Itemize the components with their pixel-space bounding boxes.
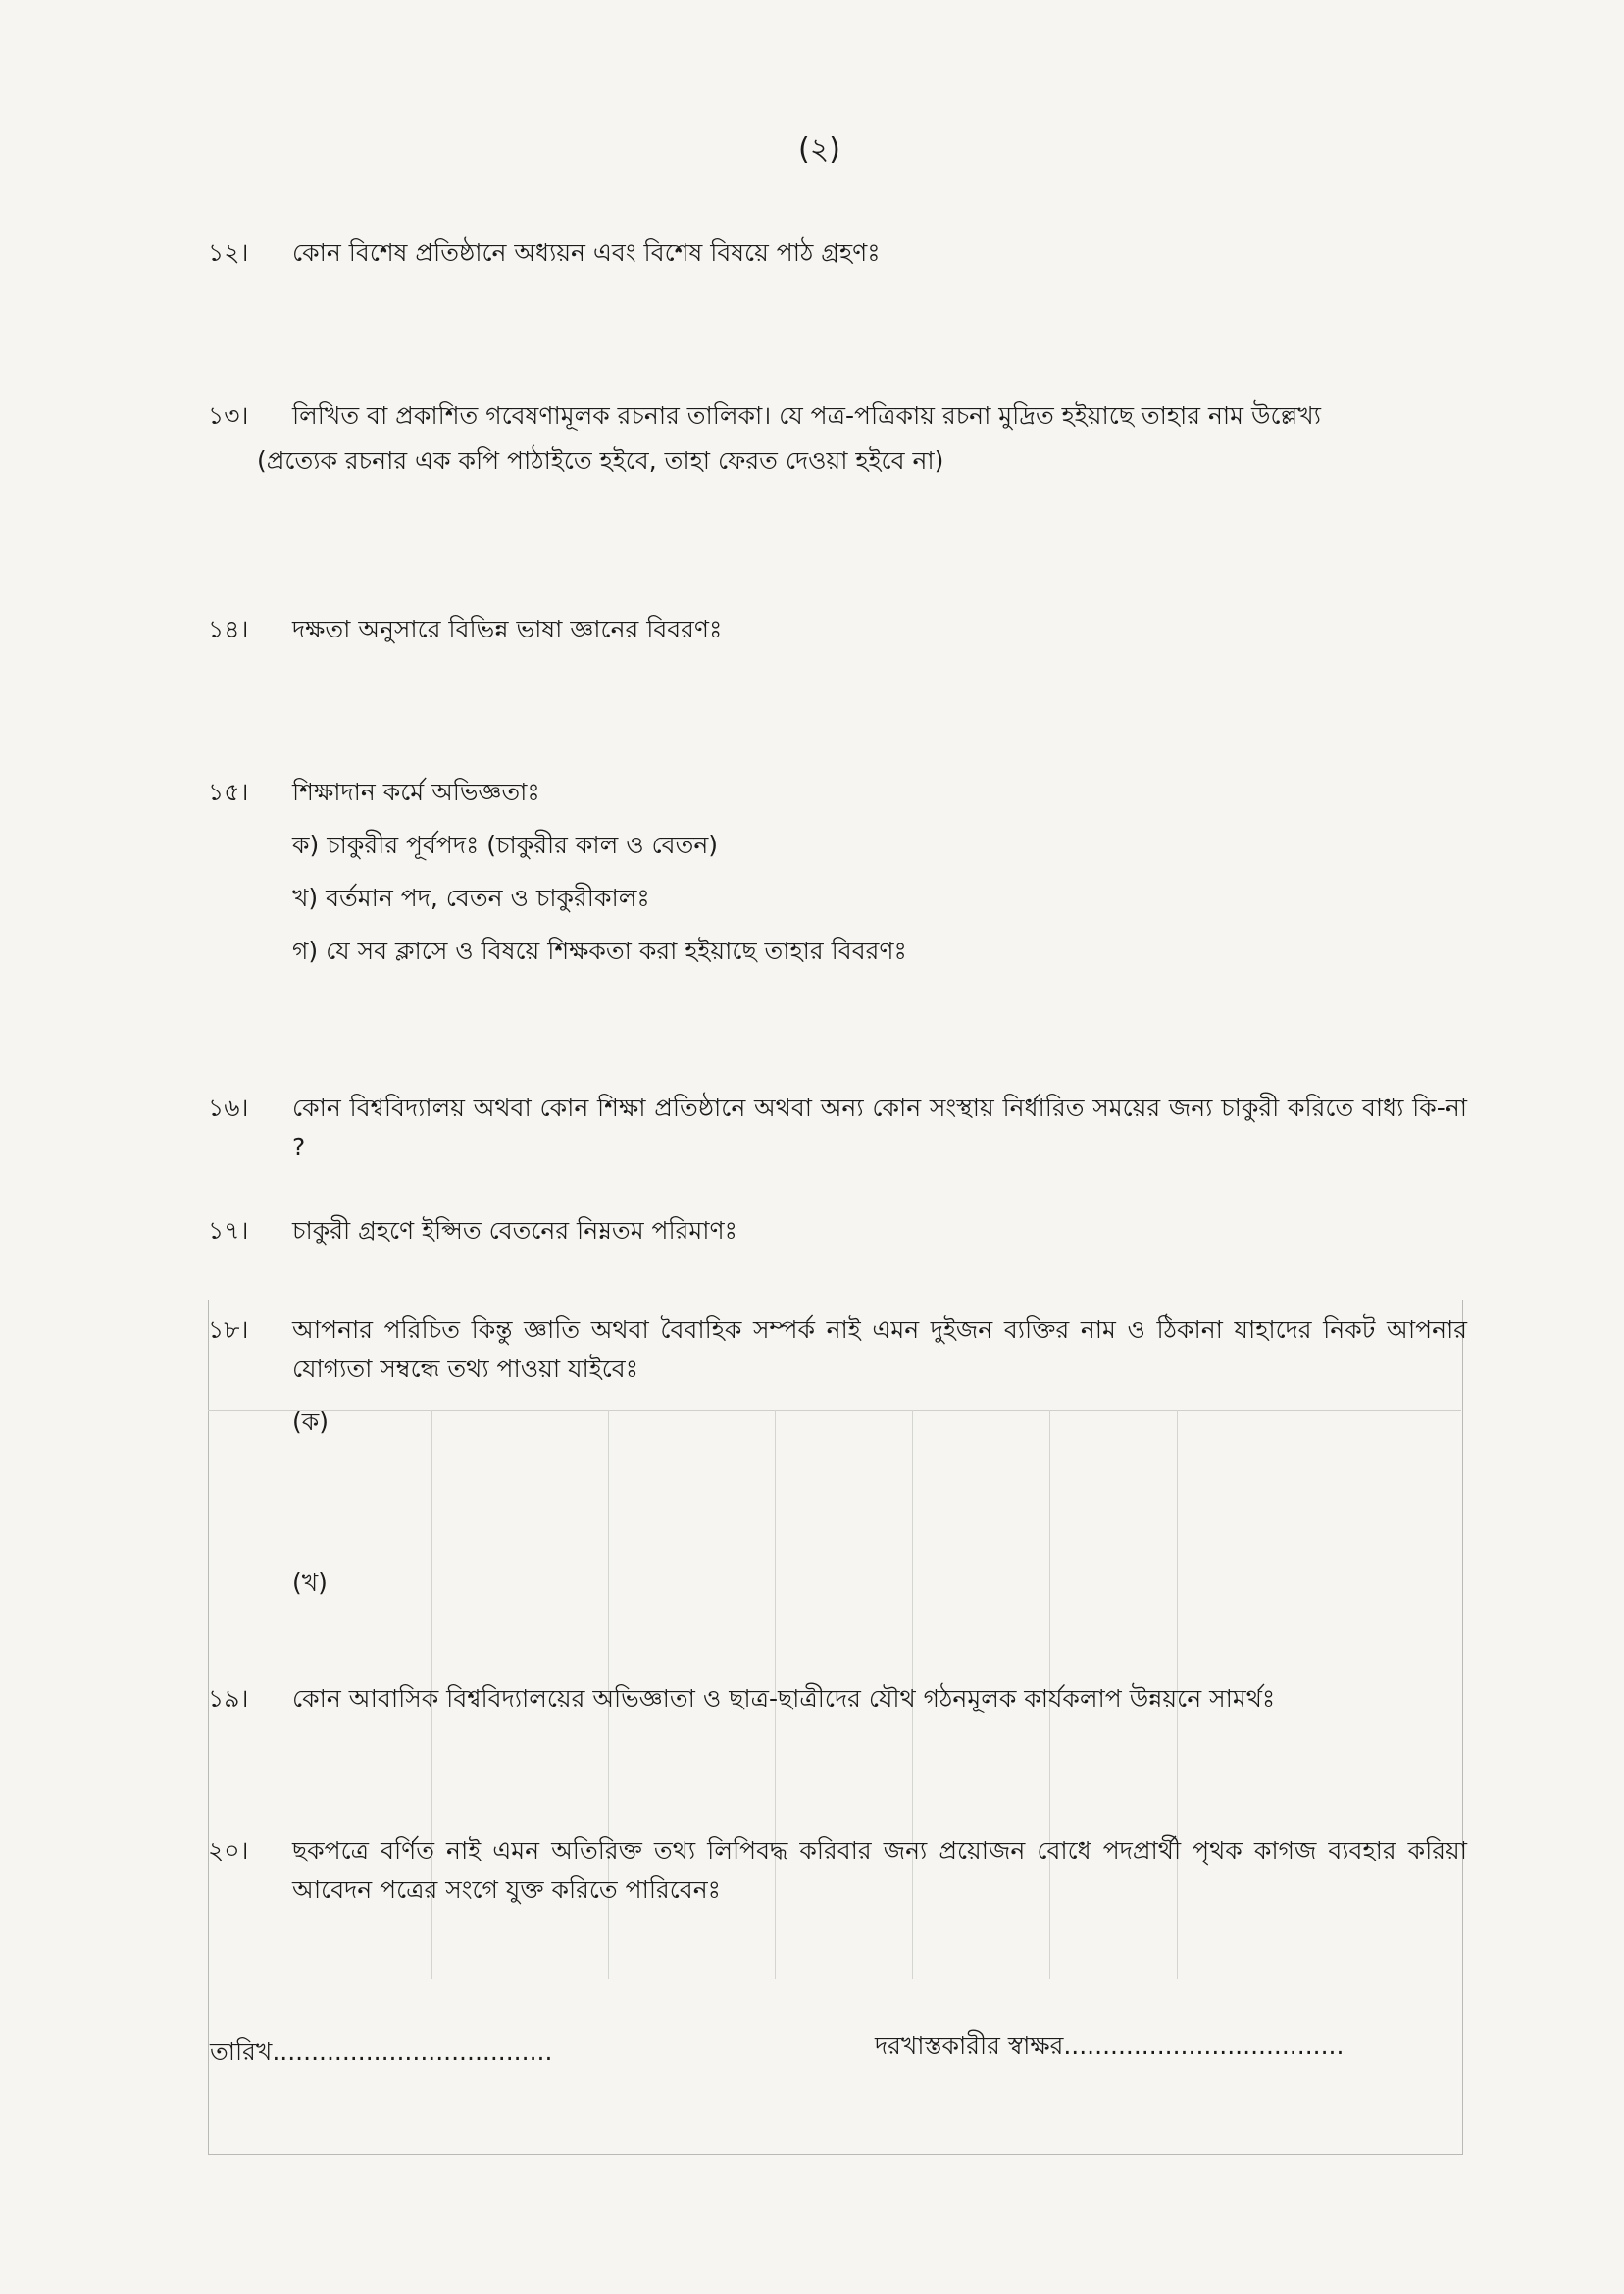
item-12 [208, 233, 1467, 273]
item-16 [208, 1089, 1467, 1167]
item-number: ১৭। [208, 1216, 249, 1245]
item-20 [208, 1831, 1467, 1910]
item-number: ১৯। [208, 1684, 249, 1712]
item-text: শিক্ষাদান কর্মে অভিজ্ঞতাঃ [292, 778, 540, 806]
signature-field[interactable]: দরখাস্তকারীর স্বাক্ষর.................................... [875, 2031, 1345, 2060]
item-text: ছকপত্রে বর্ণিত নাই এমন অতিরিক্ত তথ্য লিপিবদ্ধ করিবার জন্য প্রয়োজন বোধে পদপ্রার্থী পৃথক কাগজ ব্যবহার করিয়া আবেদন পত্রের সংগে যুক্ত করিতে পারিবেনঃ [292, 1836, 1467, 1904]
item-text: লিখিত বা প্রকাশিত গবেষণামূলক রচনার তালিকা। যে পত্র-পত্রিকায় রচনা মুদ্রিত হইয়াছে তাহার নাম উল্লেখ্য [292, 401, 1321, 430]
subitem-kha: খ) বর্তমান পদ, বেতন ও চাকুরীকালঃ [292, 884, 650, 912]
item-number: ১৩। [208, 401, 249, 430]
subitem-ga: গ) যে সব ক্লাসে ও বিষয়ে শিক্ষকতা করা হইয়াছে তাহার বিবরণঃ [292, 937, 907, 965]
subitem-ka: ক) চাকুরীর পূর্বপদঃ (চাকুরীর কাল ও বেতন) [292, 831, 719, 859]
item-18 [208, 1310, 1467, 1603]
item-19 [208, 1679, 1467, 1718]
item-number: ২০। [208, 1836, 249, 1864]
reference-ka: (ক) [292, 1407, 329, 1436]
item-13 [208, 396, 1467, 481]
item-17 [208, 1211, 1467, 1250]
item-text: কোন বিশ্ববিদ্যালয় অথবা কোন শিক্ষা প্রতিষ্ঠানে অথবা অন্য কোন সংস্থায় নির্ধারিত সময়ের জন্য চাকুরী করিতে বাধ্য কি-না ? [292, 1094, 1467, 1161]
item-note: (প্রত্যেক রচনার এক কপি পাঠাইতে হইবে, তাহা ফেরত দেওয়া হইবে না) [257, 446, 944, 475]
item-number: ১৪। [208, 615, 249, 643]
item-14 [208, 610, 1467, 649]
date-field[interactable]: তারিখ.................................... [210, 2037, 553, 2065]
item-text: কোন বিশেষ প্রতিষ্ঠানে অধ্যয়ন এবং বিশেষ বিষয়ে পাঠ গ্রহণঃ [292, 238, 881, 267]
item-15 [208, 773, 1467, 971]
item-text: কোন আবাসিক বিশ্ববিদ্যালয়ের অভিজ্ঞাতা ও ছাত্র-ছাত্রীদের যৌথ গঠনমূলক কার্যকলাপ উন্নয়নে সামর্থঃ [292, 1684, 1276, 1712]
item-text: দক্ষতা অনুসারে বিভিন্ন ভাষা জ্ঞানের বিবরণঃ [292, 615, 723, 643]
item-text: চাকুরী গ্রহণে ইপ্সিত বেতনের নিম্নতম পরিমাণঃ [292, 1216, 737, 1245]
page-number: (২) [798, 132, 840, 167]
item-text: আপনার পরিচিত কিন্তু জ্ঞাতি অথবা বৈবাহিক সম্পর্ক নাই এমন দুইজন ব্যক্তির নাম ও ঠিকানা যাহাদের নিকট আপনার যোগ্যতা সম্বন্ধে তথ্য পাওয়া যাইবেঃ [292, 1315, 1467, 1383]
item-number: ১৫। [208, 778, 249, 806]
item-number: ১৬। [208, 1094, 249, 1122]
reference-kha: (খ) [292, 1568, 328, 1597]
item-number: ১৮। [208, 1315, 249, 1344]
item-number: ১২। [208, 238, 249, 267]
